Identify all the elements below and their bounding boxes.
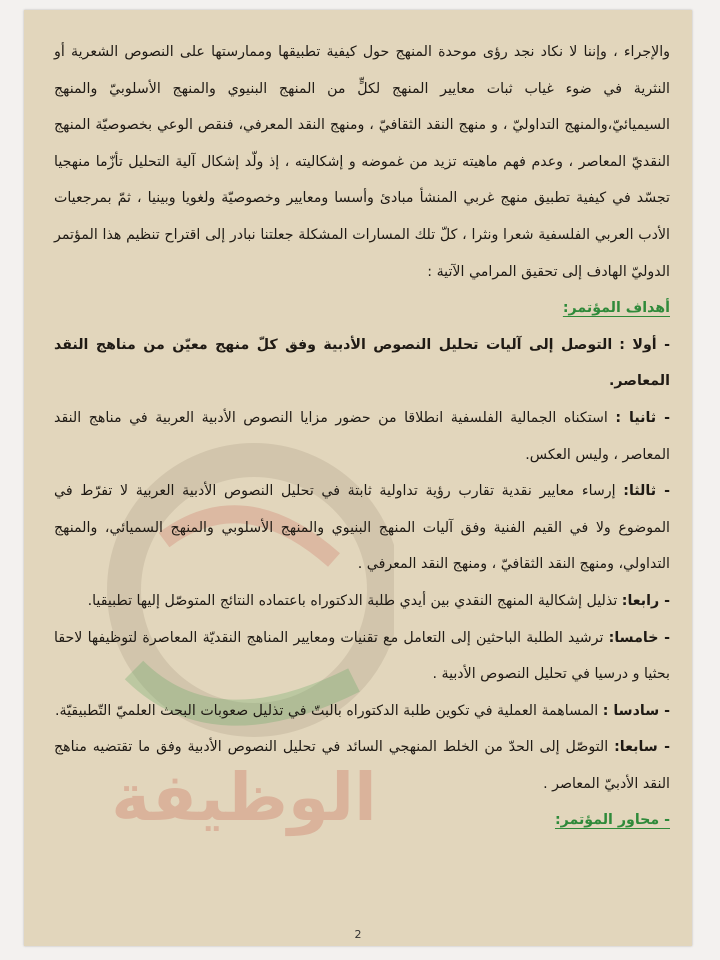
objective-label: - أولا :: [619, 336, 670, 353]
objective-6: [54, 693, 670, 730]
objective-text: التوصل إلى آليات تحليل النصوص الأدبية وفق كلّ منهج معيّن من مناهج النقد المعاصر.: [54, 336, 670, 390]
objective-2: [54, 400, 670, 473]
objective-text: إرساء معايير نقدية تقارب رؤية تداولية ثابتة في تحليل النصوص الأدبية العربية لا تفرّط في الموضوع ولا في القيم الفنية وفق آليات المنهج البنيوي والمنهج الأسلوبي والمنهج السميائي، والمنهج التداولي، ومنهج النقد الثقافيّ ، ومنهج النقد المعرفي .: [54, 483, 670, 573]
objective-7: [54, 729, 670, 802]
objective-label: - خامسا:: [608, 629, 671, 646]
page-number: 2: [354, 928, 362, 941]
objective-label: - سابعا:: [614, 739, 670, 756]
objective-label: - ثالثا:: [623, 483, 671, 500]
document-page: [24, 10, 692, 946]
axes-heading: - محاور المؤتمر:: [554, 812, 670, 829]
objective-1: [54, 327, 670, 400]
intro-paragraph: والإجراء ، وإننا لا نكاد نجد رؤى موحدة المنهج حول كيفية تطبيقها وممارستها على النصوص الشعرية أو النثرية في ضوء غياب ثبات معايير المنهج لكلٍّ من المنهج البنيوي والمنهج الأسلوبيّ والمنهج السيميائيّ،والمنهج التداوليّ ، و منهج النقد الثقافيّ ، ومنهج النقد المعرفي، فنقص الوعي بخصوصيّة المنهج النقديّ المعاصر ، وعدم فهم ماهيته تزيد من غموضه و إشكاليته ، إذ ولّد إشكال آلية التحليل تأزّما منهجيا تجسّد في كيفية تطبيق منهج غربي المنشأ مبادئ وأسسا ومعايير وخصوصيّة ولغويا وبينيا ، ثمّ بمرجعيات الأدب العربي الفلسفية شعرا ونثرا ، كلّ تلك المسارات المشكلة جعلتنا نبادر إلى اقتراح تنظيم هذا المؤتمر الدوليّ الهادف إلى تحقيق المرامي الآتية :: [54, 44, 670, 280]
objective-text: ترشيد الطلبة الباحثين إلى التعامل مع تقنيات ومعايير المناهج النقديّة المعاصرة لتوظيفها لاحقا بحثيا و درسيا في تحليل النصوص الأدبية .: [54, 629, 670, 683]
objective-text: المساهمة العملية في تكوين طلبة الدكتوراه بالبتّ في تذليل صعوبات البحث العلميّ التّطبيقيّة.: [55, 702, 599, 719]
objective-text: تذليل إشكالية المنهج النقدي بين أيدي طلبة الدكتوراه باعتماده النتائج المتوصّل إليها تطبيقيا.: [87, 592, 618, 609]
objectives-heading: أهداف المؤتمر:: [562, 300, 670, 317]
objective-4: [54, 583, 670, 620]
objective-5: [54, 620, 670, 693]
document-body: [54, 34, 670, 839]
objective-text: استكناه الجمالية الفلسفية انطلاقا من حضور مزايا النصوص الأدبية العربية في مناهج النقد المعاصر ، وليس العكس.: [54, 409, 670, 463]
objective-label: - رابعا:: [621, 592, 670, 609]
objective-3: [54, 473, 670, 583]
objective-text: التوصّل إلى الحدّ من الخلط المنهجي السائد في تحليل النصوص الأدبية وفق ما تقتضيه مناهج النقد الأدبيّ المعاصر .: [54, 739, 670, 792]
watermark-text: الوظيفة: [111, 759, 377, 836]
objective-label: - سادسا :: [602, 702, 670, 719]
objective-label: - ثانيا :: [615, 409, 671, 426]
